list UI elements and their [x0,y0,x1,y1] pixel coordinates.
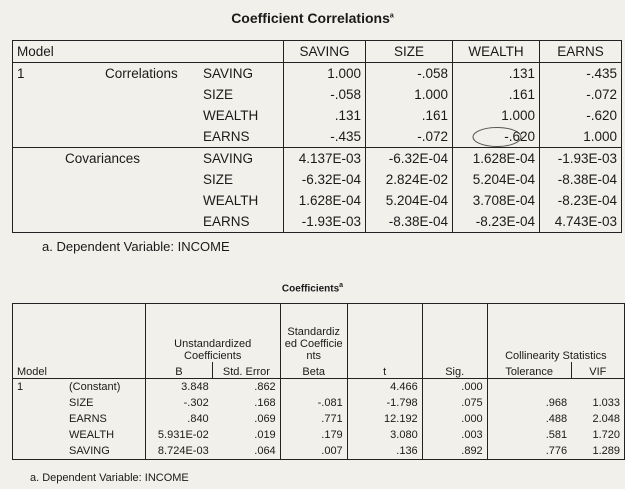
cell: -1.93E-03 [540,148,622,170]
cell [280,379,347,396]
model-number: 1 [17,381,24,393]
cell: .776 [487,443,571,460]
cell: 1.628E-04 [453,148,540,170]
header-model: Model [17,366,47,378]
cell: 8.724E-03 [145,443,213,460]
footnote-1: a. Dependent Variable: INCOME [42,239,230,254]
table-row [13,427,625,443]
header-standardized: Standardized Coefficients [280,304,347,363]
group-header-row [13,304,625,363]
cell: -6.32E-04 [284,169,366,190]
row-var: EARNS [203,129,250,144]
table-header-row [13,41,622,63]
table-row [13,379,625,396]
table-row [13,148,622,170]
cell: 5.931E-02 [145,427,213,443]
cell: .488 [487,411,571,427]
header-beta: Beta [280,362,347,379]
circled-cell [453,126,540,148]
cell: .069 [254,413,276,425]
cell: -8.38E-04 [540,169,622,190]
cell: 1.000 [366,84,453,105]
table-row [13,126,622,148]
row-var: SIZE [203,87,234,102]
correlations-title: Coefficient Correlations$^a$ [231,10,394,26]
cell: .019 [254,429,276,441]
cell: 1.000 [284,63,366,85]
correlations-label: Correlations [105,66,178,81]
row-var: SAVING [199,148,284,170]
table-row [13,105,622,126]
table-row [13,443,625,460]
header-t: t [347,304,422,379]
cell: -.435 [540,63,622,85]
cell: 2.824E-02 [366,169,453,190]
table-row [13,211,622,233]
cell [487,379,571,396]
header-unstandardized: Unstandardized Coefficients [145,304,280,363]
model-number: 1 [17,66,25,81]
cell: 3.708E-04 [453,190,540,211]
cell: -1.798 [347,395,422,411]
row-var: SAVING [69,445,110,457]
cell: 3.848 [145,379,213,396]
header-vif: VIF [571,362,624,379]
cell: .131 [284,105,366,126]
cell: .968 [487,395,571,411]
header-sig: Sig. [422,304,487,379]
cell: .581 [487,427,571,443]
cell: .840 [145,411,213,427]
cell: .003 [422,427,487,443]
cell: -6.32E-04 [366,148,453,170]
header-model: Model [13,41,284,63]
cell: -.620 [540,105,622,126]
cell: .007 [280,443,347,460]
cell: -.072 [540,84,622,105]
cell: -.081 [280,395,347,411]
header-std-error: Std. Error [213,362,281,379]
cell: -.435 [284,126,366,148]
cell: .168 [254,397,276,409]
header-tolerance: Tolerance [487,362,571,379]
cell: .771 [280,411,347,427]
cell: -8.23E-04 [540,190,622,211]
coefficient-correlations-table [12,40,622,233]
cell: .000 [422,379,487,396]
cell: 4.137E-03 [284,148,366,170]
cell: .179 [280,427,347,443]
header-b: B [145,362,213,379]
cell: 4.466 [347,379,422,396]
table-row [13,395,625,411]
cell: -.058 [284,84,366,105]
cell: 5.204E-04 [366,190,453,211]
header-collinearity: Collinearity Statistics [487,304,624,363]
cell: 5.204E-04 [453,169,540,190]
table-row [13,169,622,190]
cell: 1.628E-04 [284,190,366,211]
cell: .161 [453,84,540,105]
row-var: SIZE [69,397,94,409]
cell: 1.720 [592,429,620,441]
cell: .161 [366,105,453,126]
cell: 3.080 [347,427,422,443]
header-wealth: WEALTH [453,41,540,63]
row-var: WEALTH [203,108,259,123]
cell [571,379,624,396]
cell: 2.048 [592,413,620,425]
row-var: (Constant) [69,381,121,393]
cell: -.058 [366,63,453,85]
cell: .064 [254,445,276,457]
row-var: WEALTH [203,193,259,208]
coefficients-title: Coefficients$^a$ [281,282,344,295]
header-size: SIZE [366,41,453,63]
cell-value: -.620 [504,129,535,144]
cell: 1.000 [540,126,622,148]
cell: .131 [453,63,540,85]
table-row [13,84,622,105]
row-var: EARNS [203,214,250,229]
row-var: SAVING [203,66,254,81]
cell: .000 [422,411,487,427]
cell: -.302 [145,395,213,411]
covariances-label: Covariances [45,148,199,170]
table-row [13,411,625,427]
footnote-2: a. Dependent Variable: INCOME [30,472,189,484]
cell: 1.033 [592,397,620,409]
cell: .136 [347,443,422,460]
cell: -8.23E-04 [453,211,540,233]
row-var: WEALTH [69,429,115,441]
header-saving: SAVING [284,41,366,63]
cell: 12.192 [347,411,422,427]
cell: .892 [422,443,487,460]
cell: .075 [422,395,487,411]
row-var: EARNS [69,413,107,425]
table-row [13,63,622,85]
cell: -.072 [366,126,453,148]
cell: 1.000 [453,105,540,126]
header-earns: EARNS [540,41,622,63]
row-var: SIZE [203,172,234,187]
cell: -1.93E-03 [284,211,366,233]
coefficients-table [12,303,625,460]
cell: -8.38E-04 [366,211,453,233]
table-row [13,190,622,211]
cell: .862 [254,381,276,393]
cell: 4.743E-03 [540,211,622,233]
cell: 1.289 [592,445,620,457]
